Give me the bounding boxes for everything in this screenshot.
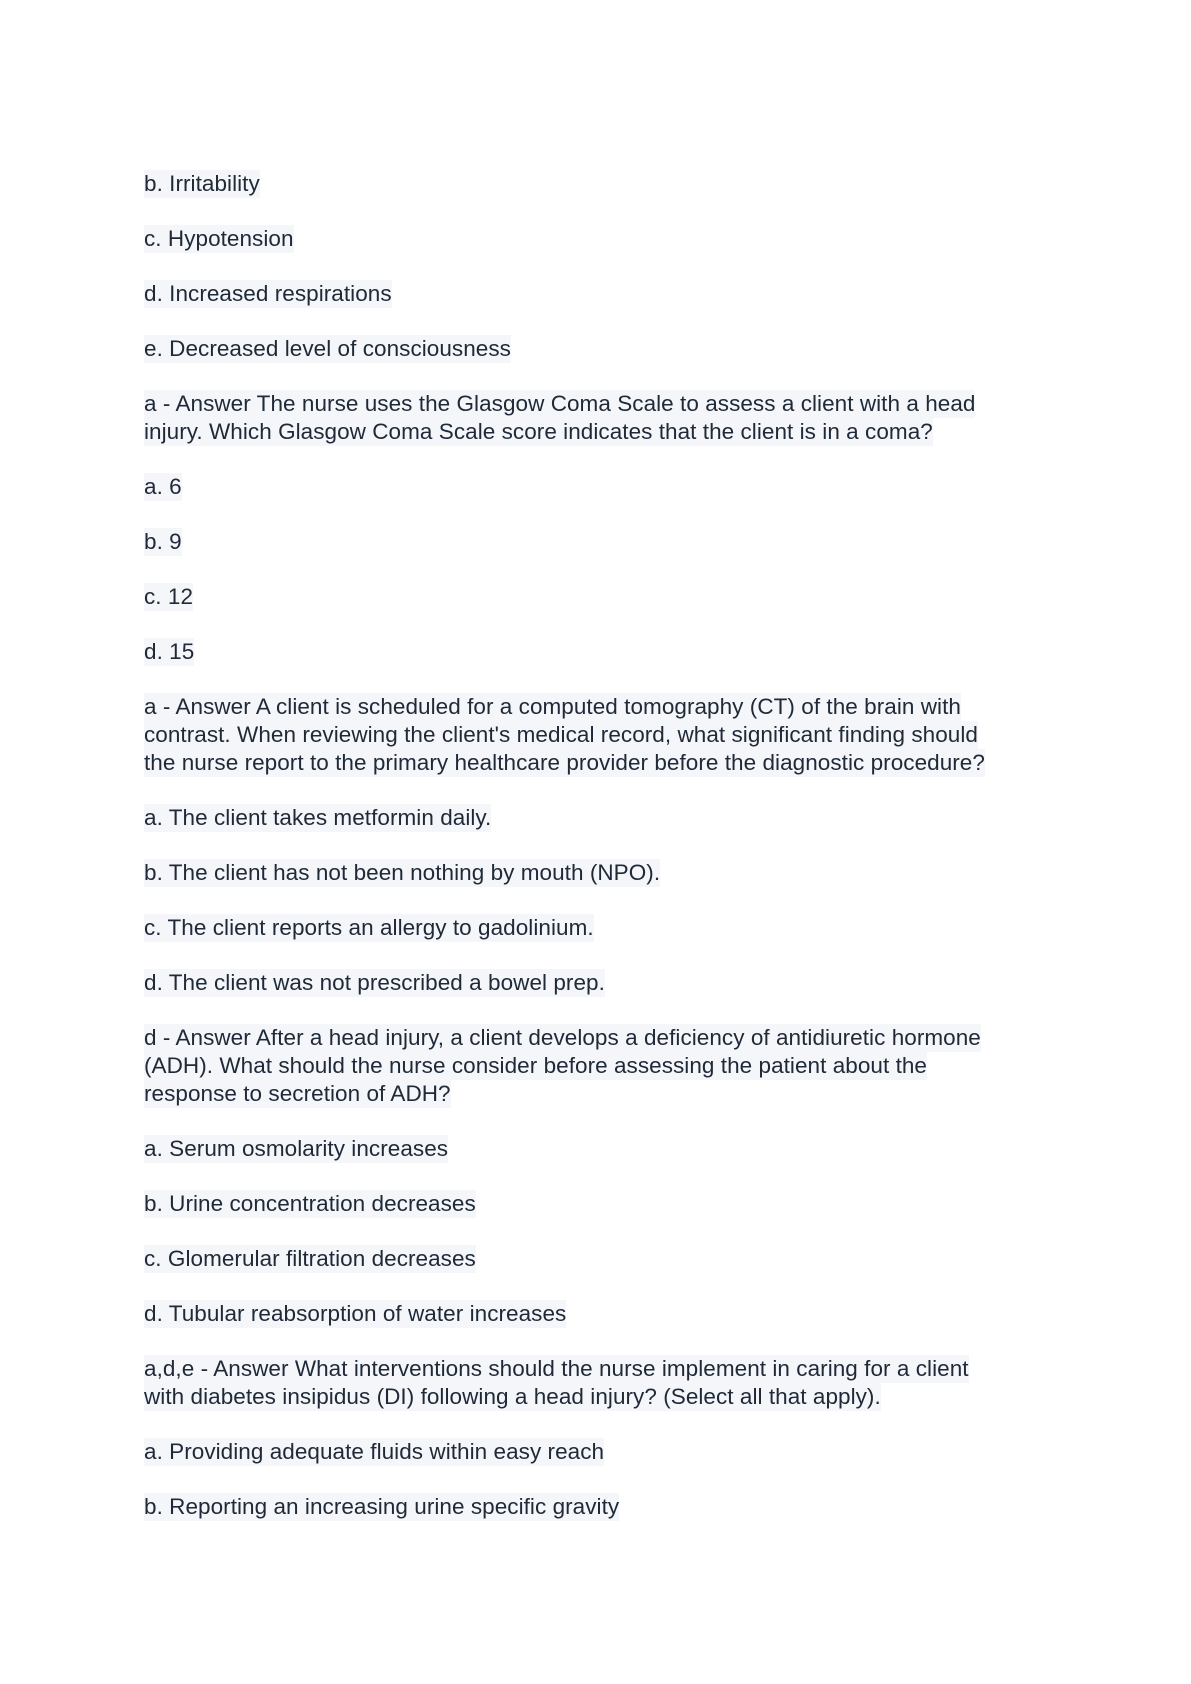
answer-option [144,1190,1044,1218]
text-line: b. The client has not been nothing by mouth (NPO). [144,860,661,885]
answer-option [144,804,1044,832]
answer-option [144,225,1044,253]
text-line: d. 15 [144,639,195,664]
text-line: a,d,e - Answer What interventions should the nurse implement in caring for a client [144,1356,969,1381]
text-line: d. Tubular reabsorption of water increases [144,1301,567,1326]
text-line: c. The client reports an allergy to gadolinium. [144,915,594,940]
text-line: c. Hypotension [144,226,294,251]
text-line: a - Answer A client is scheduled for a computed tomography (CT) of the brain with [144,694,961,719]
text-line: e. Decreased level of consciousness [144,336,511,361]
text-line: a. The client takes metformin daily. [144,805,492,830]
text-line: injury. Which Glasgow Coma Scale score indicates that the client is in a coma? [144,419,933,444]
text-line: c. Glomerular filtration decreases [144,1246,476,1271]
text-line: c. 12 [144,584,194,609]
answer-option [144,914,1044,942]
text-line: d. The client was not prescribed a bowel prep. [144,970,605,995]
answer-option [144,969,1044,997]
text-line: (ADH). What should the nurse consider before assessing the patient about the [144,1053,927,1078]
answer-option [144,1300,1044,1328]
text-line: contrast. When reviewing the client's medical record, what significant finding should [144,722,978,747]
text-line: a. 6 [144,474,182,499]
answer-option [144,170,1044,198]
text-line: a. Serum osmolarity increases [144,1136,449,1161]
answer-option [144,1438,1044,1466]
answer-option [144,583,1044,611]
answer-option [144,1245,1044,1273]
question-paragraph [144,1355,1044,1411]
answer-option [144,1135,1044,1163]
text-line: with diabetes insipidus (DI) following a head injury? (Select all that apply). [144,1384,881,1409]
text-line: b. 9 [144,529,182,554]
text-line: d - Answer After a head injury, a client develops a deficiency of antidiuretic hormone [144,1025,981,1050]
answer-option [144,859,1044,887]
answer-option [144,473,1044,501]
text-line: a - Answer The nurse uses the Glasgow Coma Scale to assess a client with a head [144,391,976,416]
question-paragraph [144,693,1044,777]
answer-option [144,1493,1044,1521]
answer-option [144,280,1044,308]
text-line: d. Increased respirations [144,281,392,306]
text-line: the nurse report to the primary healthcare provider before the diagnostic procedure? [144,750,985,775]
text-line: response to secretion of ADH? [144,1081,451,1106]
text-line: b. Urine concentration decreases [144,1191,476,1216]
answer-option [144,638,1044,666]
text-line: a. Providing adequate fluids within easy reach [144,1439,605,1464]
text-line: b. Irritability [144,171,260,196]
document-body [144,170,1044,1548]
text-line: b. Reporting an increasing urine specific gravity [144,1494,620,1519]
question-paragraph [144,1024,1044,1108]
answer-option [144,335,1044,363]
question-paragraph [144,390,1044,446]
answer-option [144,528,1044,556]
